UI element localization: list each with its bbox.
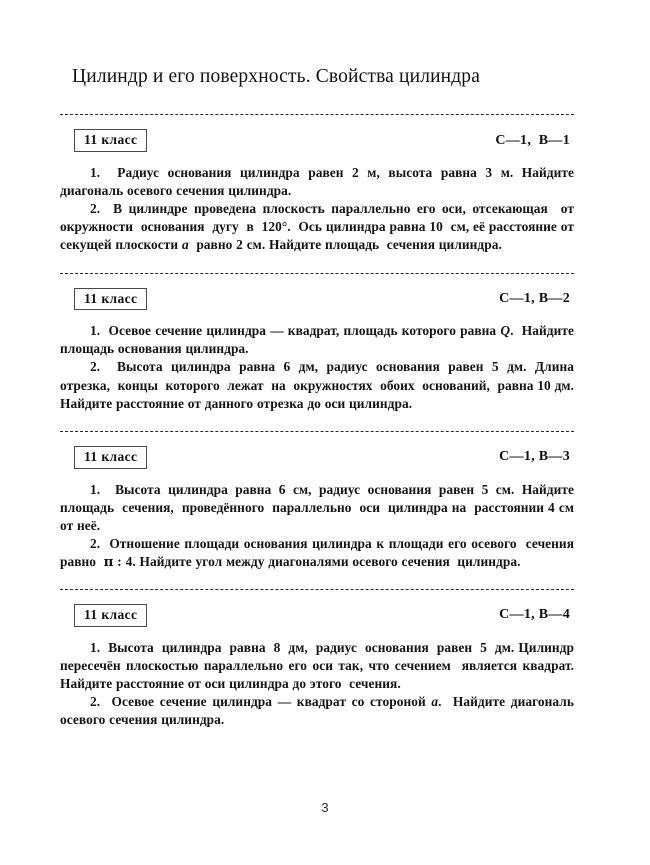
exercise-block [60, 590, 582, 729]
grade-badge: 11 класс [74, 288, 147, 311]
problem-number: 2. [90, 535, 101, 551]
problem-text: В цилиндре проведена плоскость параллельно его оси, отсекающая от окружности основания дугу в 120°. Ось цилиндра равна 10 см, её расстояние от секущей плоскости [60, 201, 582, 253]
problem-item [60, 693, 582, 729]
math-variable: Q [500, 323, 511, 339]
problem-text: Осевое сечение цилиндра — квадрат со стороной [100, 693, 432, 709]
block-header [60, 590, 574, 627]
problem-text: Отношение площади основания цилиндра к площади его осевого сечения равно [60, 535, 578, 569]
problem-item [60, 322, 578, 358]
exercise-block [60, 432, 582, 571]
page-number: 3 [321, 800, 329, 815]
problem-text: Радиус основания цилиндра равен 2 м, высота равна 3 м. Найдите диагональ осевого сечения цилиндра. [60, 165, 582, 199]
problem-list [60, 152, 582, 254]
block-header [60, 115, 574, 152]
problem-list [60, 627, 582, 729]
problem-text: Высота цилиндра равна 6 см, радиус основания равен 5 см. Найдите площадь сечения, проведённого параллельно оси цилиндра на расстоянии 4 см от неё. [60, 481, 582, 533]
problem-item [60, 639, 582, 693]
problem-number: 1. [90, 481, 101, 497]
grade-badge: 11 класс [74, 446, 147, 469]
problem-item [60, 164, 582, 200]
variant-label: С—1, В—1 [495, 132, 570, 148]
block-spacer [60, 571, 574, 589]
problem-item [60, 358, 582, 412]
problem-number: 1. [90, 639, 101, 655]
page-content [60, 0, 582, 729]
math-variable: a [431, 693, 439, 709]
problem-item [60, 481, 582, 535]
block-spacer [60, 413, 574, 431]
pi-symbol: π [103, 553, 114, 570]
variant-label: С—1, В—4 [499, 607, 570, 623]
problem-text-tail: равно 2 см. Найдите площадь сечения цилиндра. [188, 237, 502, 253]
problem-number: 1. [90, 323, 101, 339]
problem-number: 2. [90, 359, 101, 375]
block-header [60, 432, 574, 469]
math-variable: a [181, 237, 189, 253]
page-title: Цилиндр и его поверхность. Свойства цилиндра [72, 66, 481, 87]
block-spacer [60, 255, 574, 273]
variant-label: С—1, В—2 [499, 290, 570, 306]
problem-text: Высота цилиндра равна 6 дм, радиус основания равен 5 дм. Длина отрезка, концы которого лежат на окружностях обоих оснований, равна 10 дм. Найдите расстояние от данного отрезка до оси цилиндра. [60, 359, 582, 411]
problem-text-tail: . Найдите площадь основания цилиндра. [60, 323, 578, 357]
problem-item [60, 535, 578, 571]
problem-list [60, 310, 582, 412]
problem-number: 2. [90, 693, 101, 709]
block-header [60, 274, 574, 311]
exercise-block [60, 274, 582, 413]
problem-text-tail: : 4. Найдите угол между диагоналями осевого сечения цилиндра. [113, 553, 521, 569]
problem-text: Осевое сечение цилиндра — квадрат, площадь которого равна [100, 323, 501, 339]
problem-item [60, 200, 582, 254]
exercise-block [60, 115, 582, 254]
grade-badge: 11 класс [74, 604, 147, 627]
variant-label: С—1, В—3 [499, 449, 570, 465]
problem-number: 1. [90, 165, 101, 181]
problem-text-tail: . Найдите диагональ осевого сечения цилиндра. [60, 693, 582, 727]
problem-text: Высота цилиндра равна 8 дм, радиус основания равен 5 дм. Цилиндр пересечён плоскостью параллельно его оси так, что сечением является квадрат. Найдите расстояние от оси цилиндра до этого сечения. [60, 639, 582, 691]
grade-badge: 11 класс [74, 129, 147, 152]
problem-list [60, 469, 582, 571]
problem-number: 2. [90, 201, 101, 217]
